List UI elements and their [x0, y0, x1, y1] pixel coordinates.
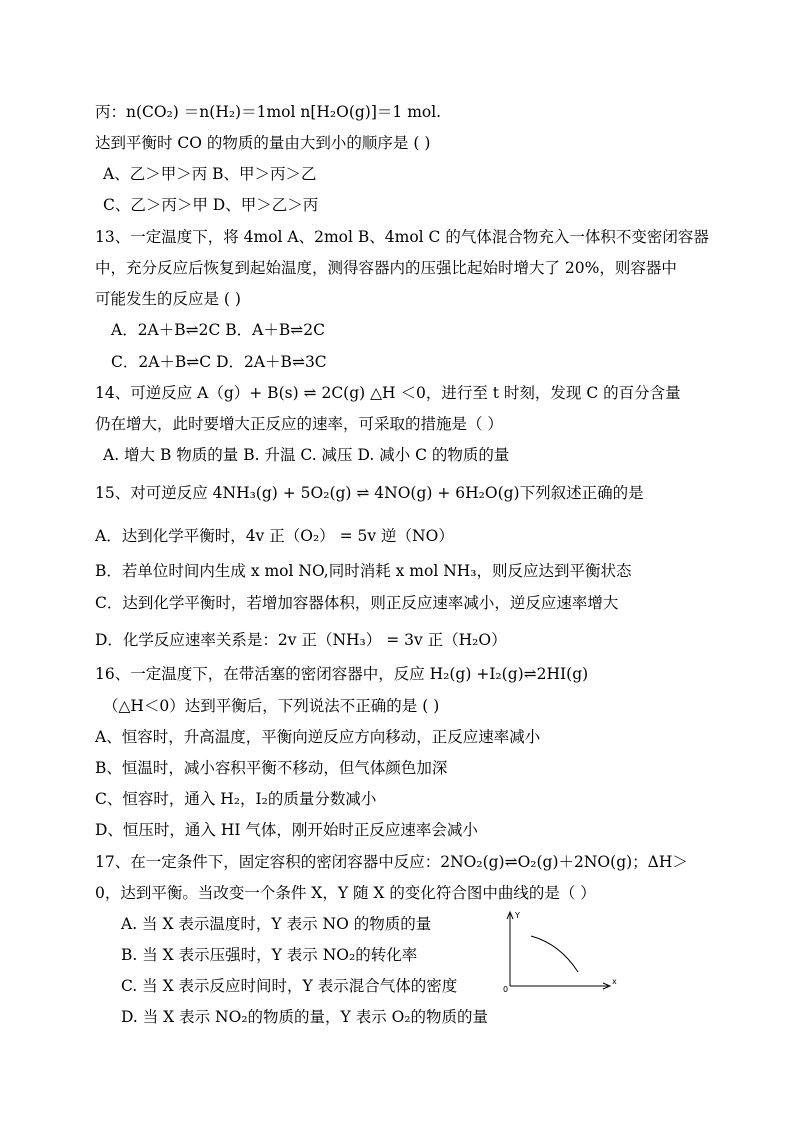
text-line: A．达到化学平衡时，4v 正（O₂） = 5v 逆（NO） [95, 527, 454, 545]
text-line: 17、在一定条件下，固定容积的密闭容器中反应：2NO₂(g)⇌O₂(g)＋2NO(g)；ΔH＞ [95, 853, 688, 871]
text-line: 14、可逆反应 A（g）+ B(s) ⇌ 2C(g) △H ＜0，进行至 t 时刻，发现 C 的百分含量 [95, 384, 681, 402]
decreasing-curve [531, 936, 578, 972]
text-line: A、恒容时，升高温度，平衡向逆反应方向移动，正反应速率减小 [95, 728, 541, 746]
text-line: 中，充分反应后恢复到起始温度，测得容器内的压强比起始时增大了 20%，则容器中 [95, 259, 677, 277]
text-line: D、恒压时，通入 HI 气体，刚开始时正反应速率会减小 [95, 821, 478, 839]
text-line: 15、对可逆反应 4NH₃(g) + 5O₂(g) ⇌ 4NO(g) + 6H₂O(g)下列叙述正确的是 [95, 484, 644, 502]
y-axis-label: Y [515, 911, 520, 920]
text-line: C. 当 X 表示反应时间时，Y 表示混合气体的密度 [121, 977, 458, 995]
text-line: 仍在增大，此时要增大正反应的速率，可采取的措施是（ ） [95, 415, 503, 433]
text-line: 16、一定温度下，在带活塞的密闭容器中，反应 H₂(g) +I₂(g)⇌2HI(g) [95, 665, 589, 683]
text-line: B．若单位时间内生成 x mol NO,同时消耗 x mol NH₃，则反应达到平衡状态 [95, 562, 632, 580]
text-line: C．2A＋B⇌C D．2A＋B⇌3C [111, 353, 327, 371]
text-line: A、乙＞甲＞丙 B、甲＞丙＞乙 [103, 165, 317, 183]
text-line: A．2A＋B⇌2C B．A＋B⇌2C [111, 321, 325, 339]
text-line: 达到平衡时 CO 的物质的量由大到小的顺序是 ( ) [95, 134, 431, 152]
text-line: 可能发生的反应是 ( ) [95, 290, 241, 308]
text-line: 丙：n(CO₂) ＝n(H₂)＝1mol n[H₂O(g)]＝1 mol. [95, 103, 442, 121]
curve-figure [498, 906, 628, 994]
text-line: C、乙＞丙＞甲 D、甲＞乙＞丙 [103, 196, 319, 214]
text-line: A. 当 X 表示温度时，Y 表示 NO 的物质的量 [121, 915, 432, 933]
text-line: 0，达到平衡。当改变一个条件 X，Y 随 X 的变化符合图中曲线的是（ ） [95, 884, 596, 902]
text-line: （△H＜0）达到平衡后，下列说法不正确的是 ( ) [103, 697, 440, 715]
text-line: D．化学反应速率关系是：2v 正（NH₃） = 3v 正（H₂O） [95, 631, 507, 649]
text-line: C、恒容时，通入 H₂，I₂的质量分数减小 [95, 790, 377, 808]
text-line: D. 当 X 表示 NO₂的物质的量，Y 表示 O₂的物质的量 [121, 1008, 489, 1026]
x-axis-label: x [612, 977, 617, 986]
text-line: A. 增大 B 物质的量 B. 升温 C. 减压 D. 减小 C 的物质的量 [103, 446, 510, 464]
text-line: B、恒温时，减小容积平衡不移动，但气体颜色加深 [95, 759, 448, 777]
text-line: C．达到化学平衡时，若增加容器体积，则正反应速率减小，逆反应速率增大 [95, 594, 619, 612]
text-line: B. 当 X 表示压强时，Y 表示 NO₂的转化率 [121, 946, 418, 964]
origin-label: 0 [503, 985, 509, 994]
text-line: 13、一定温度下，将 4mol A、2mol B、4mol C 的气体混合物充入一体积不变密闭容器 [95, 228, 709, 246]
